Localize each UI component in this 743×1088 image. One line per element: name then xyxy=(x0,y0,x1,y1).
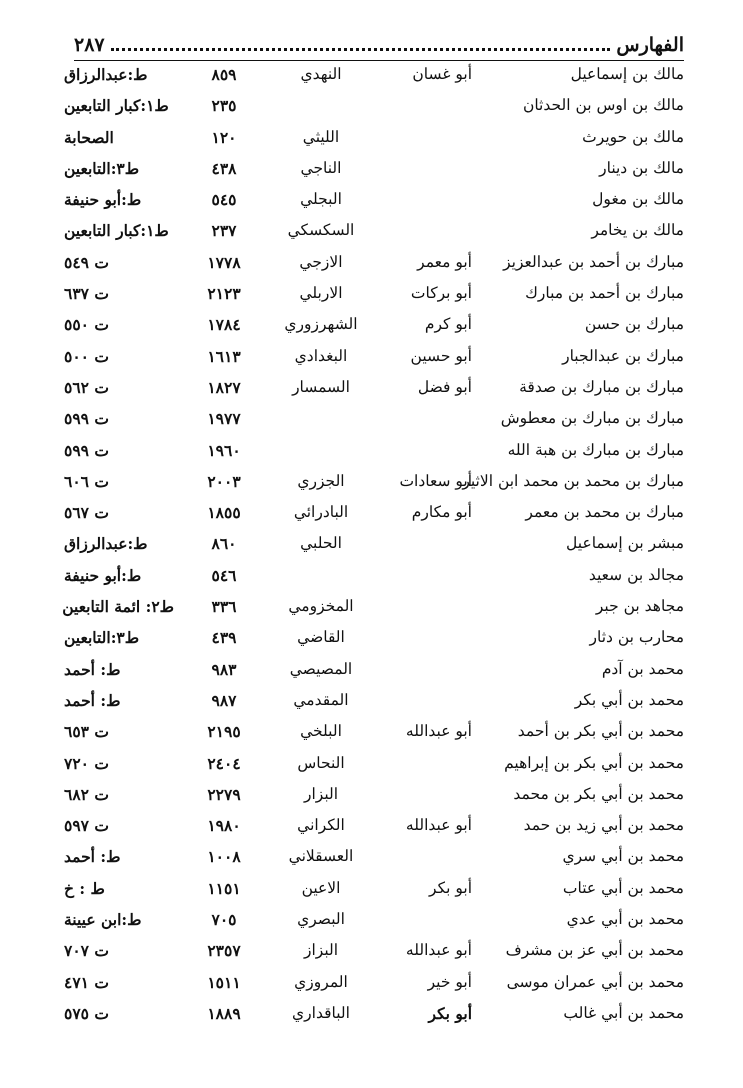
nisba: الشهرزوري xyxy=(284,315,358,334)
note: ت ٦٥٣ xyxy=(64,722,109,742)
table-row xyxy=(64,999,684,1030)
kunya: أبو غسان xyxy=(412,65,472,83)
note: ط: أحمد xyxy=(64,690,121,710)
nisba: البادرائي xyxy=(293,503,349,522)
note: ت ٦٣٧ xyxy=(64,284,109,304)
narrator-name: مبارك بن عبدالجبار xyxy=(562,346,684,365)
nisba: القاضي xyxy=(297,628,345,647)
note: ط : خ xyxy=(64,878,105,898)
entry-number: ١٩٧٧ xyxy=(207,409,241,429)
entry-number: ١٧٨٤ xyxy=(207,315,241,335)
note: ت ٥٩٧ xyxy=(64,816,109,836)
entry-number: ١٨٨٩ xyxy=(207,1003,241,1023)
note: ت ٧٠٧ xyxy=(64,941,109,961)
narrator-name: مجالد بن سعيد xyxy=(588,565,684,584)
entry-number: ٩٨٣ xyxy=(211,659,237,679)
nisba: الاربلي xyxy=(299,284,343,303)
table-row xyxy=(64,623,684,654)
entry-number: ٢٣٥ xyxy=(211,96,237,116)
kunya: أبو بركات xyxy=(410,284,472,303)
entry-number: ١٩٦٠ xyxy=(207,440,241,460)
entry-number: ١١٥١ xyxy=(207,878,241,898)
kunya: أبو فضل xyxy=(417,377,472,396)
table-row xyxy=(64,655,684,686)
table-row xyxy=(64,905,684,936)
narrator-name: مبارك بن محمد بن معمر xyxy=(525,503,684,522)
narrator-name: مجاهد بن جبر xyxy=(595,597,684,616)
narrator-name: محمد بن أبي عمران موسى xyxy=(506,972,684,991)
entry-number: ٢١٩٥ xyxy=(207,722,241,742)
entry-number: ٤٣٨ xyxy=(211,158,237,178)
nisba: المصيصي xyxy=(289,659,353,678)
entry-number: ١٩٨٠ xyxy=(207,816,241,836)
nisba: البزار xyxy=(303,784,339,803)
table-row xyxy=(64,936,684,967)
leader-dots xyxy=(111,48,611,51)
index-table xyxy=(62,60,684,1030)
nisba: الحلبي xyxy=(300,534,342,553)
nisba: النهدي xyxy=(300,65,342,83)
table-row xyxy=(64,373,684,404)
note: ت ٥٦٢ xyxy=(64,377,109,397)
note: ط:عبدالرزاق xyxy=(64,65,148,84)
narrator-name: مالك بن حويرث xyxy=(582,127,684,146)
narrator-name: محمد بن أبي غالب xyxy=(563,1003,684,1022)
note: ت ٥٩٩ xyxy=(64,440,109,460)
nisba: المروزي xyxy=(294,972,348,991)
note: ت ٦٨٢ xyxy=(64,784,109,804)
table-row xyxy=(64,561,684,592)
narrator-name: محمد بن أبي بكر xyxy=(574,690,684,709)
entry-number: ١٨٢٧ xyxy=(207,377,241,397)
kunya: أبو مكارم xyxy=(411,503,472,522)
kunya: أبو معمر xyxy=(417,252,472,271)
entry-number: ٥٤٥ xyxy=(211,190,237,210)
table-row xyxy=(64,467,684,498)
entry-number: ٢٤٠٤ xyxy=(207,753,241,773)
narrator-name: مبارك بن مبارك بن معطوش xyxy=(500,409,684,428)
narrator-name: مالك بن إسماعيل xyxy=(570,65,684,83)
entry-number: ٢٢٧٩ xyxy=(207,784,241,804)
narrator-name: محمد بن أبي سري xyxy=(562,847,684,866)
narrator-name: محمد بن آدم xyxy=(601,659,684,678)
entry-number: ١٨٥٥ xyxy=(207,503,241,523)
section-title: الفهارس xyxy=(616,34,684,56)
nisba: العسقلاني xyxy=(288,847,354,866)
table-row xyxy=(64,968,684,999)
note: ط٢: ائمة التابعين xyxy=(62,597,174,617)
note: ط: أحمد xyxy=(64,847,121,867)
table-row xyxy=(64,154,684,185)
nisba: الجزري xyxy=(297,471,345,490)
entry-number: ٣٣٦ xyxy=(211,597,237,617)
note: ت ٥٧٥ xyxy=(64,1003,109,1023)
table-row xyxy=(64,686,684,717)
note: ط١:كبار التابعين xyxy=(64,221,169,241)
kunya: أبو سعادات xyxy=(399,471,472,490)
entry-number: ٢٣٧ xyxy=(211,221,237,241)
table-row xyxy=(64,279,684,310)
entry-number: ٥٤٦ xyxy=(211,565,237,585)
entry-number: ٢٣٥٧ xyxy=(207,941,241,961)
nisba: الكراني xyxy=(297,816,345,835)
page-number: ٢٨٧ xyxy=(74,34,105,56)
nisba: الليثي xyxy=(302,127,340,146)
nisba: الناجي xyxy=(300,158,342,177)
narrator-name: مبشر بن إسماعيل xyxy=(566,534,684,553)
entry-number: ٧٠٥ xyxy=(211,910,237,930)
kunya: أبو خير xyxy=(427,972,472,991)
table-row xyxy=(64,780,684,811)
table-row xyxy=(64,811,684,842)
narrator-name: محمد بن أبي عتاب xyxy=(562,878,684,897)
entry-number: ٢٠٠٣ xyxy=(207,471,241,491)
entry-number: ١٥١١ xyxy=(207,972,241,992)
page-header xyxy=(74,30,684,61)
kunya: أبو حسين xyxy=(410,346,472,365)
narrator-name: مبارك بن مبارك بن صدقة xyxy=(519,377,684,396)
entry-number: ١٢٠ xyxy=(211,127,237,147)
entry-number: ١٠٠٨ xyxy=(207,847,241,867)
note: ت ٥٩٩ xyxy=(64,409,109,429)
note: ت ٧٢٠ xyxy=(64,753,109,773)
narrator-name: محمد بن أبي عز بن مشرف xyxy=(505,941,684,960)
kunya: أبو بكر xyxy=(428,1003,472,1023)
table-row xyxy=(64,749,684,780)
nisba: البصري xyxy=(297,910,345,929)
table-row xyxy=(64,874,684,905)
table-row xyxy=(64,216,684,247)
nisba: الازجي xyxy=(299,252,343,271)
narrator-name: مبارك بن مبارك بن هبة الله xyxy=(507,440,684,459)
note: ط٣:التابعين xyxy=(64,628,140,648)
nisba: المقدمي xyxy=(293,690,349,709)
narrator-name: مبارك بن حسن xyxy=(584,315,684,334)
narrator-name: مالك بن دينار xyxy=(599,158,684,177)
nisba: الباقداري xyxy=(292,1003,350,1022)
narrator-name: محمد بن أبي بكر بن محمد xyxy=(513,784,684,803)
table-row xyxy=(62,592,684,623)
note: ت ٥٠٠ xyxy=(64,346,109,366)
table-row xyxy=(64,717,684,748)
entry-number: ٨٥٩ xyxy=(211,65,237,84)
table-row xyxy=(64,248,684,279)
kunya: أبو كرم xyxy=(424,315,472,334)
table-row xyxy=(64,185,684,216)
narrator-name: محمد بن أبي بكر بن أحمد xyxy=(517,722,684,741)
note: الصحابة xyxy=(64,127,114,147)
note: ط:أبو حنيفة xyxy=(64,190,142,210)
table-row xyxy=(64,436,684,467)
kunya: أبو بكر xyxy=(429,878,472,897)
table-row xyxy=(64,310,684,341)
table-row xyxy=(64,91,684,122)
table-row xyxy=(64,60,684,91)
note: ت ٤٧١ xyxy=(64,972,109,992)
narrator-name: مبارك بن محمد بن محمد ابن الاثير xyxy=(462,471,684,490)
narrator-name: محمد بن أبي زيد بن حمد xyxy=(523,816,684,835)
entry-number: ٢١٢٣ xyxy=(207,284,241,304)
nisba: السمسار xyxy=(292,377,350,396)
note: ت ٥٦٧ xyxy=(64,503,109,523)
note: ط:أبو حنيفة xyxy=(64,565,142,585)
entry-number: ١٦١٣ xyxy=(207,346,241,366)
nisba: المخزومي xyxy=(288,597,354,616)
kunya: أبو عبدالله xyxy=(405,722,472,741)
nisba: البغدادي xyxy=(294,346,348,365)
entry-number: ١٧٧٨ xyxy=(207,252,241,272)
table-row xyxy=(64,123,684,154)
kunya: أبو عبدالله xyxy=(405,941,472,960)
narrator-name: مبارك بن أحمد بن عبدالعزيز xyxy=(503,252,684,271)
narrator-name: محمد بن أبي بكر بن إبراهيم xyxy=(504,753,684,772)
nisba: البزاز xyxy=(303,941,339,960)
narrator-name: مالك بن اوس بن الحدثان xyxy=(522,96,684,115)
narrator-name: محمد بن أبي عدي xyxy=(566,910,684,929)
table-row xyxy=(64,342,684,373)
kunya: أبو عبدالله xyxy=(405,816,472,835)
table-row xyxy=(64,498,684,529)
entry-number: ٩٨٧ xyxy=(211,690,237,710)
note: ط١:كبار التابعين xyxy=(64,96,169,116)
entry-number: ٤٣٩ xyxy=(211,628,237,648)
nisba: البلخي xyxy=(300,722,342,741)
nisba: البجلي xyxy=(300,190,342,209)
note: ط:ابن عيينة xyxy=(64,910,142,930)
narrator-name: مبارك بن أحمد بن مبارك xyxy=(525,284,684,303)
note: ت ٥٤٩ xyxy=(64,252,109,272)
table-row xyxy=(64,842,684,873)
nisba: النحاس xyxy=(297,753,345,772)
table-row xyxy=(64,529,684,560)
note: ط: أحمد xyxy=(64,659,121,679)
narrator-name: محارب بن دثار xyxy=(589,628,684,647)
narrator-name: مالك بن يخامر xyxy=(591,221,684,240)
note: ت ٦٠٦ xyxy=(64,471,109,491)
narrator-name: مالك بن مغول xyxy=(592,190,684,209)
nisba: الاعين xyxy=(301,878,341,897)
nisba: السكسكي xyxy=(287,221,355,240)
entry-number: ٨٦٠ xyxy=(211,534,237,554)
note: ط٣:التابعين xyxy=(64,158,140,178)
table-row xyxy=(64,404,684,435)
note: ط:عبدالرزاق xyxy=(64,534,148,554)
note: ت ٥٥٠ xyxy=(64,315,109,335)
